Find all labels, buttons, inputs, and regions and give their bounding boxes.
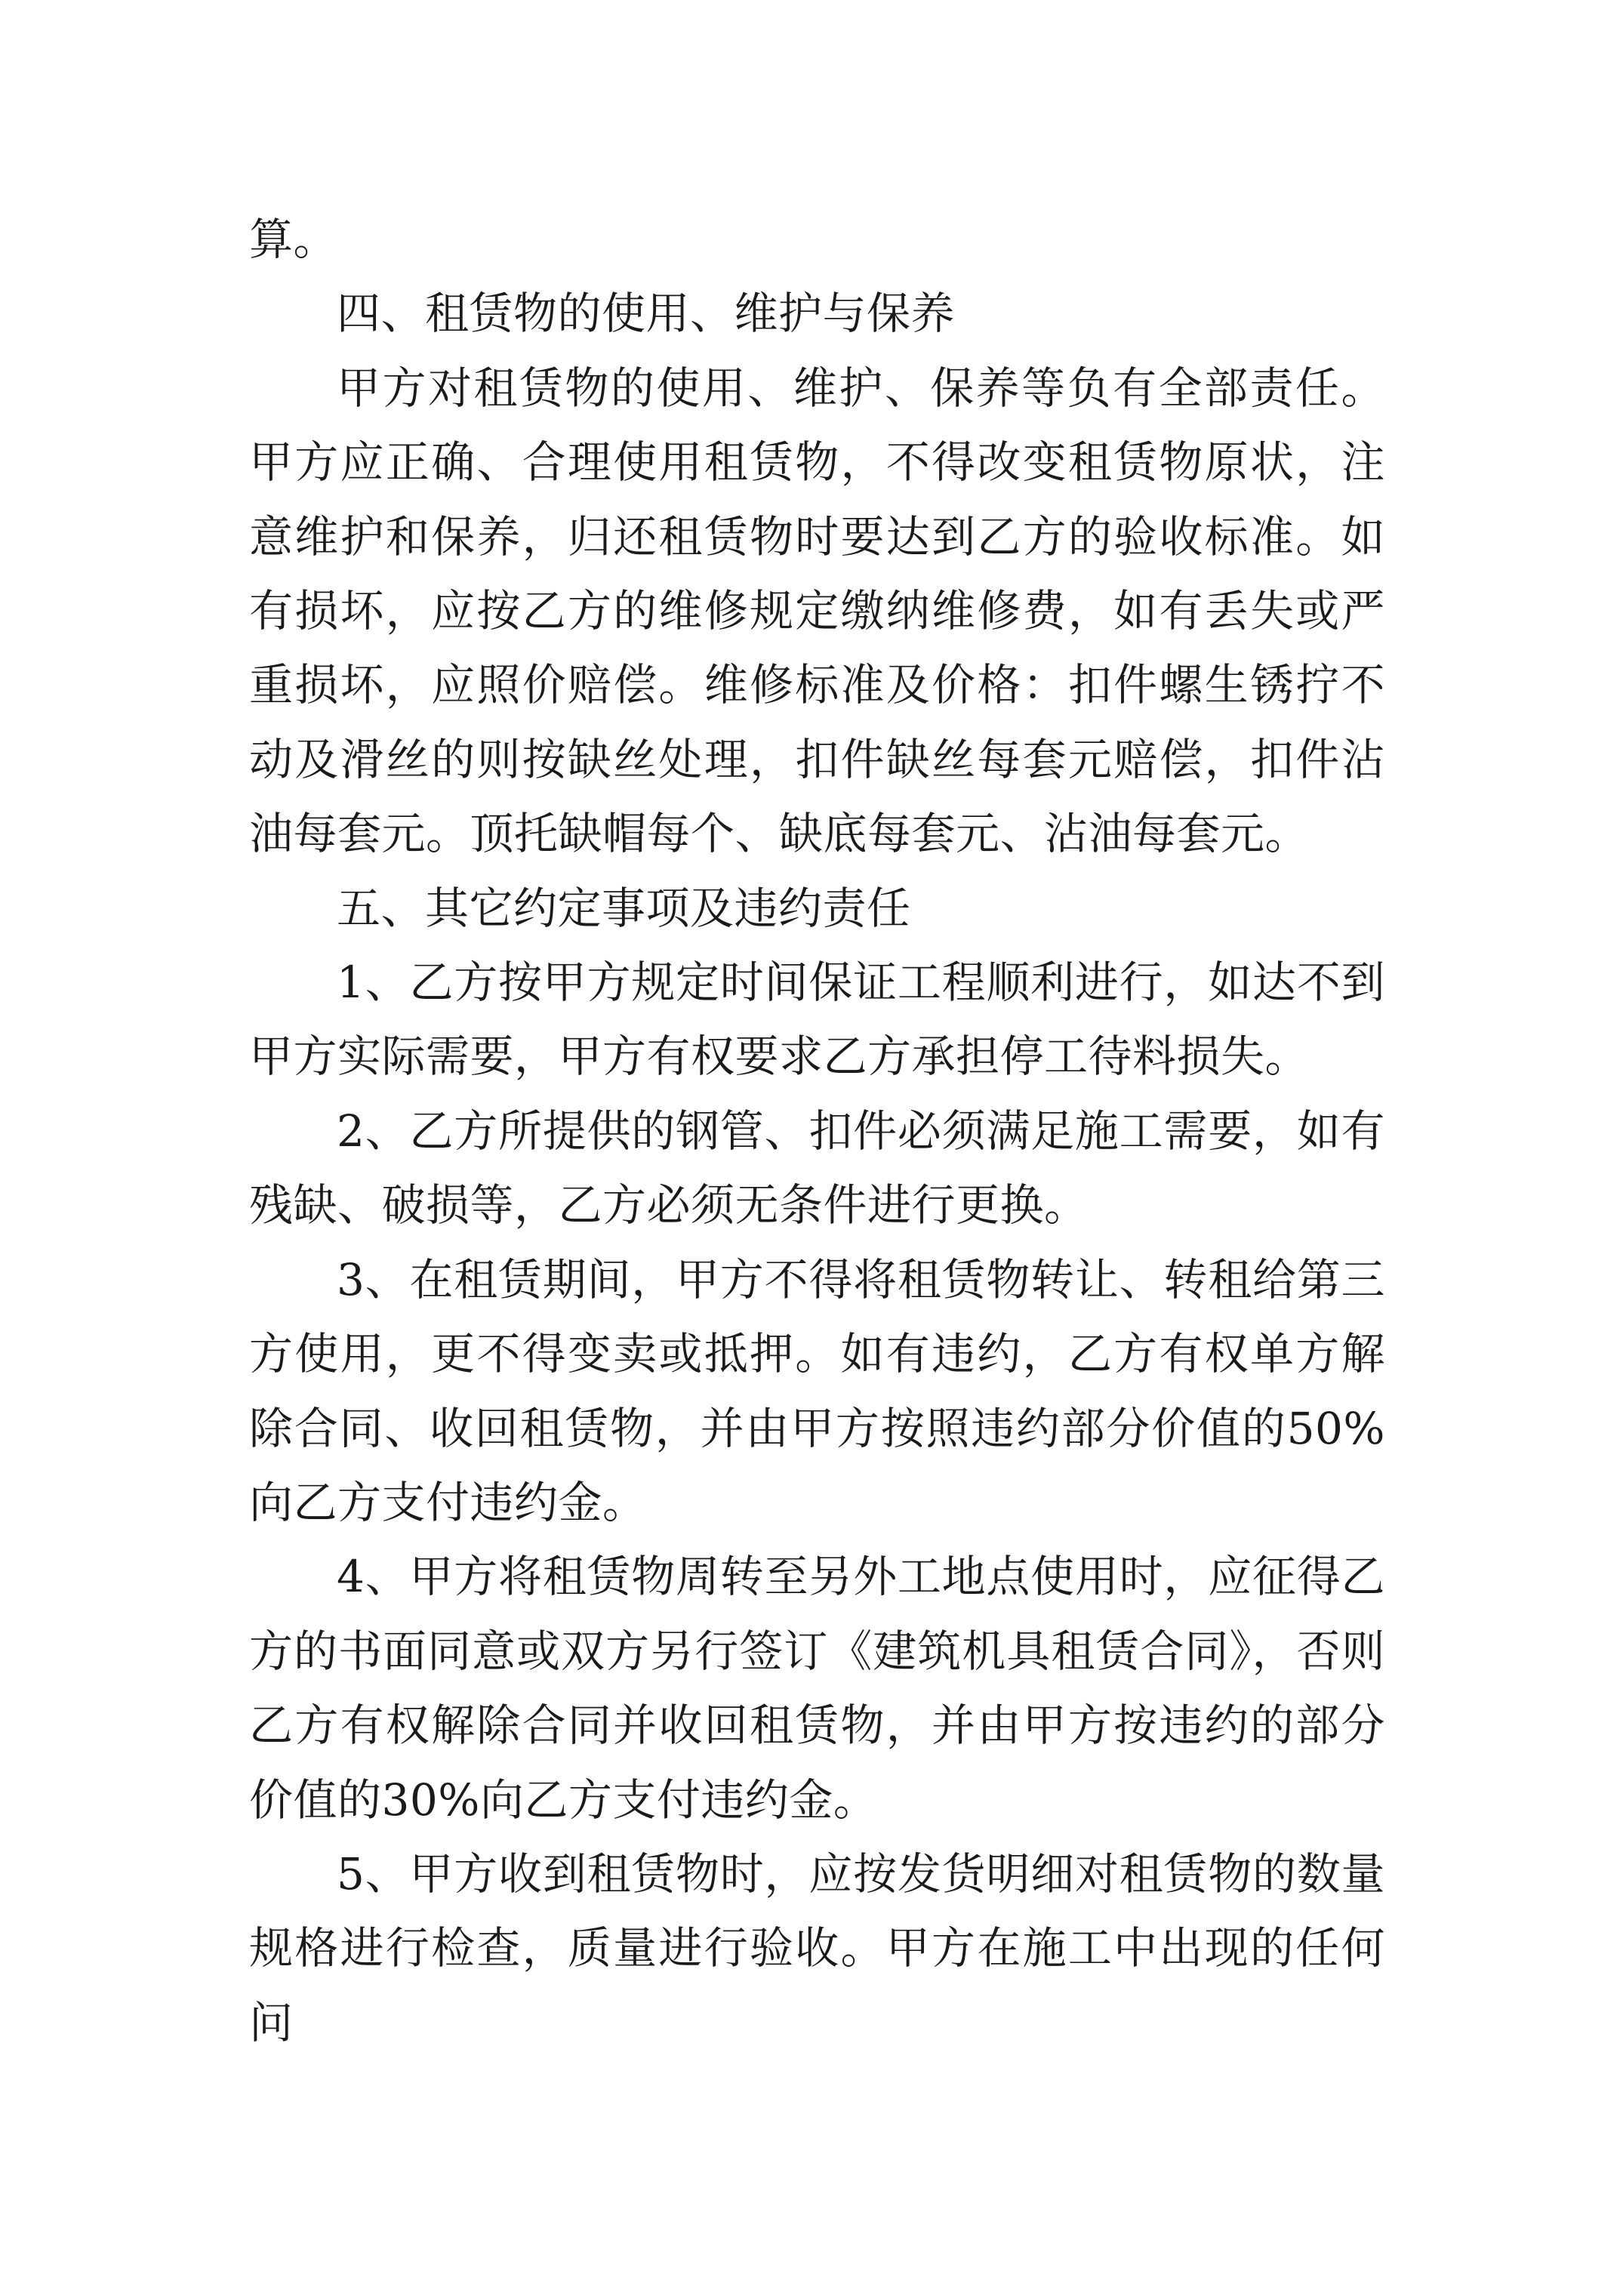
section-4-body-paragraph: 甲方对租赁物的使用、维护、保养等负有全部责任。甲方应正确、合理使用租赁物，不得改变租赁物原状，注意维护和保养，归还租赁物时要达到乙方的验收标准。如有损坏，应按乙方的维修规定缴纳维修费，如有丢失或严重损坏，应照价赔偿。维修标准及价格：扣件螺生锈拧不动及滑丝的则按缺丝处理，扣件缺丝每套元赔偿，扣件沾油每套元。顶托缺帽每个、缺底每套元、沾油每套元。	[249, 362, 1385, 860]
paragraph-continuation: 算。	[249, 214, 338, 265]
clause-5-paragraph: 5、甲方收到租赁物时，应按发货明细对租赁物的数量规格进行检查，质量进行验收。甲方在施工中出现的任何问	[249, 1848, 1385, 2048]
document-body	[249, 202, 1385, 2060]
clause-1-paragraph: 1、乙方按甲方规定时间保证工程顺利进行，如达不到甲方实际需要，甲方有权要求乙方承担停工待料损失。	[249, 957, 1385, 1083]
clause-4-paragraph: 4、甲方将租赁物周转至另外工地点使用时，应征得乙方的书面同意或双方另行签订《建筑机具租赁合同》，否则乙方有权解除合同并收回租赁物，并由甲方按违约的部分价值的30%向乙方支付违约金。	[249, 1551, 1385, 1826]
clause-3-paragraph: 3、在租赁期间，甲方不得将租赁物转让、转租给第三方使用，更不得变卖或抵押。如有违约，乙方有权单方解除合同、收回租赁物，并由甲方按照违约部分价值的50%向乙方支付违约金。	[249, 1253, 1385, 1528]
section-heading-4: 四、租赁物的使用、维护与保养	[337, 288, 956, 340]
clause-2-paragraph: 2、乙方所提供的钢管、扣件必须满足施工需要，如有残缺、破损等，乙方必须无条件进行更换。	[249, 1105, 1385, 1231]
section-heading-5: 五、其它约定事项及违约责任	[337, 882, 911, 934]
